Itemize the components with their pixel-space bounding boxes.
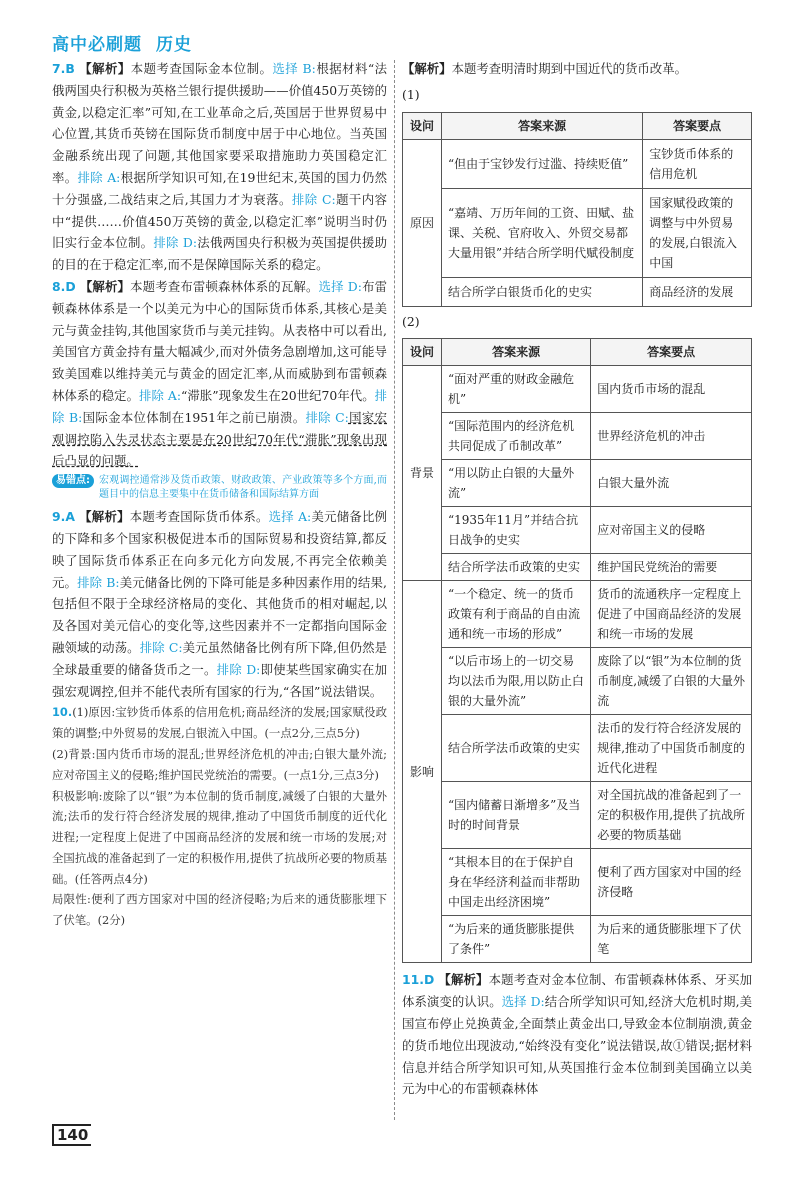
table-cell: 应对帝国主义的侵略 (591, 507, 752, 554)
exclude-marker: 排除 B: (77, 574, 120, 590)
table-cell: 结合所学法币政策的史实 (442, 554, 591, 581)
exclude-marker: 排除 A: (77, 169, 121, 185)
table-row (403, 460, 752, 507)
answer-item-11 (402, 969, 752, 1100)
answer-text: 积极影响:废除了以“银”为本位制的货币制度,减缓了白银的大量外流;法币的发行符合经济发展的规律,推动了中国货币制度的近代化进程;一定程度上促进了中国商品经济的发展和统一市场的发展;对全国抗战的准备起到了一定的积极作用,提供了抗战所必要的物质基础。(任答两点4分) (52, 788, 387, 886)
error-tip-badge: 易错点: (52, 474, 94, 488)
question-number: 9. (52, 509, 66, 525)
table-cell: 商品经济的发展 (643, 277, 752, 306)
analysis-text: 即使某些国家确实在加强宏观调控,但并不能代表所有国家的行为,“各国”说法错误。 (52, 661, 387, 699)
answer-text: (1)原因:宝钞货币体系的信用危机;商品经济的发展;国家赋役政策的调整;中外贸易的发展,白银流入中国。(一点2分,三点5分) (52, 705, 387, 741)
analysis-tag: 【解析】 (78, 61, 131, 76)
analysis-text: 本题考查国际金本位制。 (130, 61, 273, 76)
table-header: 答案要点 (643, 112, 752, 139)
table-cell: 货币的流通秩序一定程度上促进了中国商品经济的发展和统一市场的发展 (591, 581, 752, 648)
analysis-text: 本题考查对金本位制、布雷顿森林体系、牙买加体系演变的认识。 (402, 972, 752, 1010)
table-cell: “但由于宝钞发行过滥、持续贬值” (442, 139, 643, 188)
answer-item-10 (52, 702, 387, 931)
table-cell: 法币的发行符合经济发展的规律,推动了中国货币制度的近代化进程 (591, 715, 752, 782)
answer-text: 局限性:便利了西方国家对中国的经济侵略;为后来的通货膨胀埋下了伏笔。(2分) (52, 892, 387, 928)
analysis-text: 根据材料“法俄两国央行积极为英格兰银行提供援助——价值450万英镑的黄金,以稳定汇率”可知,在工业革命之后,英国居于世界贸易中心位置,其货币英镑在国际货币制度中居于中心地位。当英国金融系统出现了问题,其他国家要采取措施助力英国稳定汇率。 (52, 61, 388, 185)
answer-letter: B (65, 61, 75, 76)
exclude-marker: 排除 D: (216, 661, 261, 677)
table-row (403, 715, 752, 782)
answer-item-7 (52, 58, 387, 276)
choice-marker: 选择 D: (318, 278, 362, 294)
exclude-marker: 排除 C: (139, 639, 183, 655)
right-column (402, 58, 752, 1100)
analysis-text: 结合所学知识可知,经济大危机时期,美国宣布停止兑换黄金,全面禁止黄金出口,导致金本位制崩溃,黄金的货币地位出现波动,“始终没有变化”说法错误,故①错误;据材料信息并结合所学知识可知,从英国推行金本位制到美国确立以美元为中心的布雷顿森林体 (402, 994, 752, 1097)
table-cell: 维护国民党统治的需要 (591, 554, 752, 581)
exclude-marker: 排除 D: (153, 235, 197, 251)
table-cell: “用以防止白银的大量外流” (442, 460, 591, 507)
analysis-tag: 【解析】 (79, 278, 131, 294)
analysis-text: 美元储备比例的下降可能是多种因素作用的结果,包括但不限于全球经济格局的变化、其他货币的相对崛起,以及各国对美元信心的变化等,这些因素并不一定都指向国际金融领域的动荡。 (52, 574, 387, 655)
analysis-text: 根据所学知识可知,在19世纪末,英国的国力仍然十分强盛,二战结束之后,其国力才为衰落。 (52, 169, 388, 207)
analysis-text: 美元储备比例的下降和多个国家积极促进本币的国际贸易和投资结算,都反映了国际货币体系正在向多元化方向发展,不再完全依赖美元。 (52, 509, 388, 590)
table-cell: “嘉靖、万历年间的工资、田赋、盐课、关税、官府收入、外贸交易都大量用银”并结合所学明代赋役制度 (442, 188, 643, 277)
table-row (403, 277, 752, 306)
question-number: 10. (52, 705, 73, 720)
analysis-text: 国际金本位体制在1951年之前已崩溃。 (82, 409, 306, 425)
page-number: 140 (52, 1124, 91, 1146)
answer-letter: A (65, 509, 75, 525)
choice-marker: 选择 D: (501, 994, 545, 1010)
exclude-marker: 排除 B: (52, 387, 388, 425)
analysis-text: 法俄两国央行积极为英国提供援助的目的在于稳定汇率,而不是保障国际关系的稳定。 (52, 235, 387, 273)
table-row (403, 849, 752, 916)
table-header: 设问 (403, 339, 442, 366)
analysis-tag: 【解析】 (402, 61, 452, 76)
exclude-marker: 排除 A: (139, 387, 182, 403)
table-cell: 国家赋役政策的调整与中外贸易的发展,白银流入中国 (643, 188, 752, 277)
row-group-label: 原因 (403, 139, 442, 306)
analysis-text: 本题考查国际货币体系。 (129, 509, 269, 525)
page-header (52, 30, 192, 55)
table-header: 答案来源 (442, 339, 591, 366)
error-tip-text: 宏观调控通常涉及货币政策、财政政策、产业政策等多个方面,而题目中的信息主要集中在货币储备和国际结算方面 (99, 475, 387, 501)
choice-marker: 选择 A: (268, 509, 312, 525)
table-header: 设问 (403, 112, 442, 139)
choice-marker: 选择 B: (272, 61, 316, 76)
part-label: (2) (402, 313, 420, 329)
table-row (403, 413, 752, 460)
table-cell: 废除了以“银”为本位制的货币制度,减缓了白银的大量外流 (591, 648, 752, 715)
answer-item-9 (52, 506, 387, 702)
analysis-table-1 (402, 112, 752, 307)
row-group-label: 背景 (403, 366, 442, 581)
analysis-text: 布雷顿森林体系是一个以美元为中心的国际货币体系,其核心是美元与黄金挂钩,其他国家货币与美元挂钩。从表格中可以看出,美国官方黄金持有量大幅减少,而对外债务急剧增加,这可能导致美国难以维持美元与黄金的固定汇率,从而威胁到布雷顿森林体系的稳定。 (52, 278, 388, 403)
analysis-tag: 【解析】 (78, 509, 130, 525)
table-cell: 为后来的通货膨胀埋下了伏笔 (591, 916, 752, 963)
error-tip (52, 474, 387, 502)
table-row (403, 916, 752, 963)
table-cell: 结合所学白银货币化的史实 (442, 277, 643, 306)
table-cell: “其根本目的在于保护自身在华经济利益而非帮助中国走出经济困境” (442, 849, 591, 916)
analysis-table-2 (402, 338, 752, 963)
answer-letter: D (423, 972, 435, 988)
row-group-label: 影响 (403, 581, 442, 963)
table-row (403, 188, 752, 277)
table-cell: 世界经济危机的冲击 (591, 413, 752, 460)
table-cell: 对全国抗战的准备起到了一定的积极作用,提供了抗战所必要的物质基础 (591, 782, 752, 849)
table-row (403, 648, 752, 715)
analysis-text: 题干内容中“提供……价值450万英镑的黄金,以稳定汇率”说明当时仍旧实行金本位制。 (52, 191, 388, 251)
analysis-text: “滞胀”现象发生在20世纪70年代。 (181, 387, 375, 403)
table-cell: “面对严重的财政金融危机” (442, 366, 591, 413)
table-cell: “国内储蓄日渐增多”及当时的时间背景 (442, 782, 591, 849)
subject-title: 历史 (156, 35, 192, 55)
analysis-text: 本题考查明清时期到中国近代的货币改革。 (451, 61, 687, 76)
left-column (52, 58, 387, 931)
table-header: 答案来源 (442, 112, 643, 139)
analysis-text: 本题考查布雷顿森林体系的瓦解。 (130, 278, 319, 294)
table-cell: 国内货币市场的混乱 (591, 366, 752, 413)
table-cell: “以后市场上的一切交易均以法币为限,用以防止白银的大量外流” (442, 648, 591, 715)
question-number: 11. (402, 972, 424, 988)
analysis-tag: 【解析】 (438, 972, 489, 988)
analysis-text: 美元虽然储备比例有所下降,但仍然是全球最重要的储备货币之一。 (52, 639, 388, 677)
question-number: 7. (52, 61, 66, 76)
table-row (403, 554, 752, 581)
column-divider (394, 60, 395, 1120)
table-cell: “国际范围内的经济危机共同促成了币制改革” (442, 413, 591, 460)
book-title: 高中必刷题 (52, 35, 142, 55)
answer-letter: D (65, 278, 76, 294)
table-cell: 便利了西方国家对中国的经济侵略 (591, 849, 752, 916)
table-cell: “一个稳定、统一的货币政策有利于商品的自由流通和统一市场的形成” (442, 581, 591, 648)
part-label: (1) (402, 86, 420, 102)
table-cell: 白银大量外流 (591, 460, 752, 507)
analysis-text: 国家宏观调控陷入失灵状态主要是在20世纪70年代“滞胀”现象出现后凸显的问题。 (52, 409, 388, 469)
table-row (403, 507, 752, 554)
table-row (403, 139, 752, 188)
table-cell: “为后来的通货膨胀提供了条件” (442, 916, 591, 963)
table-row (403, 782, 752, 849)
table-header: 答案要点 (591, 339, 752, 366)
table-cell: “1935年11月”并结合抗日战争的史实 (442, 507, 591, 554)
answer-text: (2)背景:国内货币市场的混乱;世界经济危机的冲击;白银大量外流;应对帝国主义的侵略;维护国民党统治的需要。(一点1分,三点3分) (52, 746, 387, 782)
table-cell: 结合所学法币政策的史实 (442, 715, 591, 782)
exclude-marker: 排除 C: (291, 191, 336, 207)
table-row (403, 366, 752, 413)
exclude-marker: 排除 C: (305, 409, 349, 425)
answer-item-8 (52, 276, 387, 502)
table-row (403, 581, 752, 648)
question-number: 8. (52, 278, 66, 294)
table-cell: 宝钞货币体系的信用危机 (643, 139, 752, 188)
